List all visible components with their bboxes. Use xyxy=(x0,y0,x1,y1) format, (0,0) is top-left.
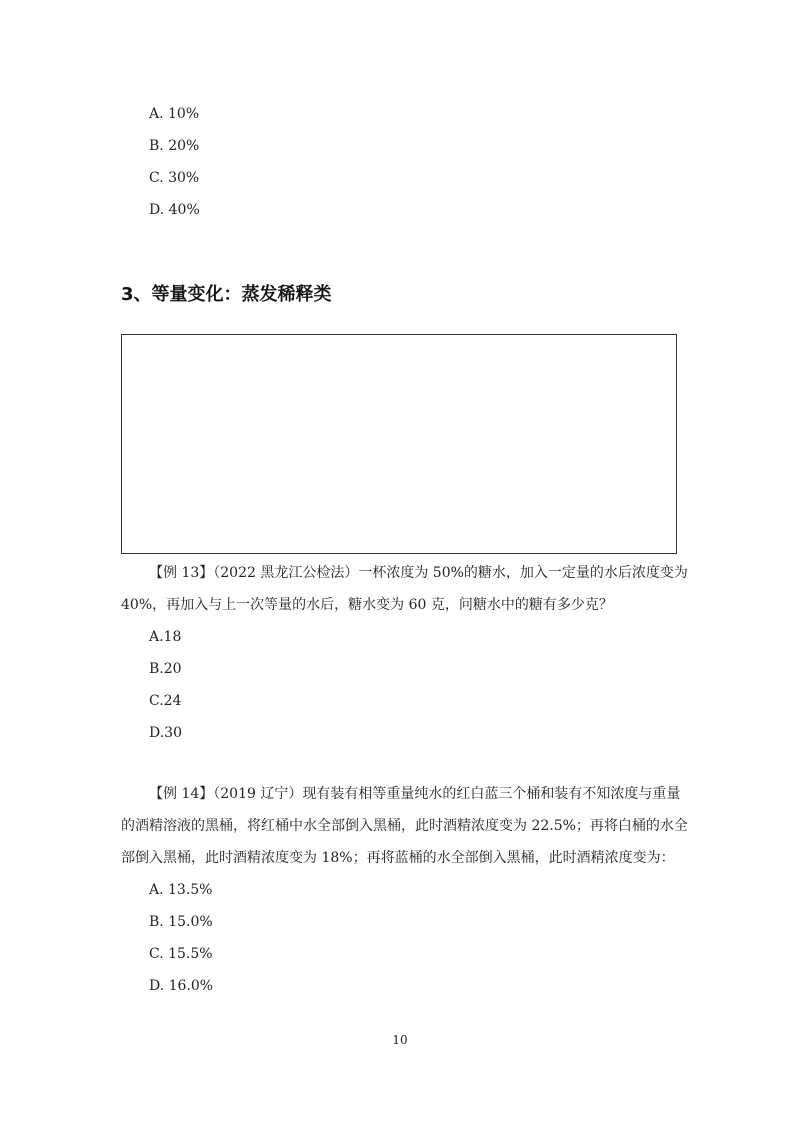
example-14-option-d: D. 16.0% xyxy=(149,978,214,994)
example-13-line-2: 40%，再加入与上一次等量的水后，糖水变为 60 克，问糖水中的糖有多少克？ xyxy=(121,597,613,613)
option-a: A. 10% xyxy=(149,106,200,122)
example-14-option-b: B. 15.0% xyxy=(149,914,213,930)
example-13-option-c: C.24 xyxy=(149,693,182,709)
example-14-option-c: C. 15.5% xyxy=(149,946,213,962)
example-13-option-b: B.20 xyxy=(149,661,182,677)
example-14-line-3: 部倒入黑桶，此时酒精浓度变为 18%；再将蓝桶的水全部倒入黑桶，此时酒精浓度变为： xyxy=(121,850,675,866)
example-13-option-d: D.30 xyxy=(149,725,182,741)
option-c: C. 30% xyxy=(149,170,200,186)
option-d: D. 40% xyxy=(149,202,200,218)
blank-note-box xyxy=(121,334,677,554)
option-b: B. 20% xyxy=(149,138,200,154)
example-14-line-2: 的酒精溶液的黑桶，将红桶中水全部倒入黑桶，此时酒精浓度变为 22.5%；再将白桶的水全 xyxy=(121,818,688,834)
example-14-option-a: A. 13.5% xyxy=(149,882,213,898)
example-14-line-1: 【例 14】（2019 辽宁）现有装有相等重量纯水的红白蓝三个桶和装有不知浓度与重量 xyxy=(149,786,681,802)
example-13-option-a: A.18 xyxy=(149,629,182,645)
example-13-line-1: 【例 13】（2022 黑龙江公检法）一杯浓度为 50%的糖水，加入一定量的水后浓度变为 xyxy=(149,565,688,581)
section-heading: 3、等量变化：蒸发稀释类 xyxy=(121,284,332,305)
page-number: 10 xyxy=(392,1033,408,1047)
